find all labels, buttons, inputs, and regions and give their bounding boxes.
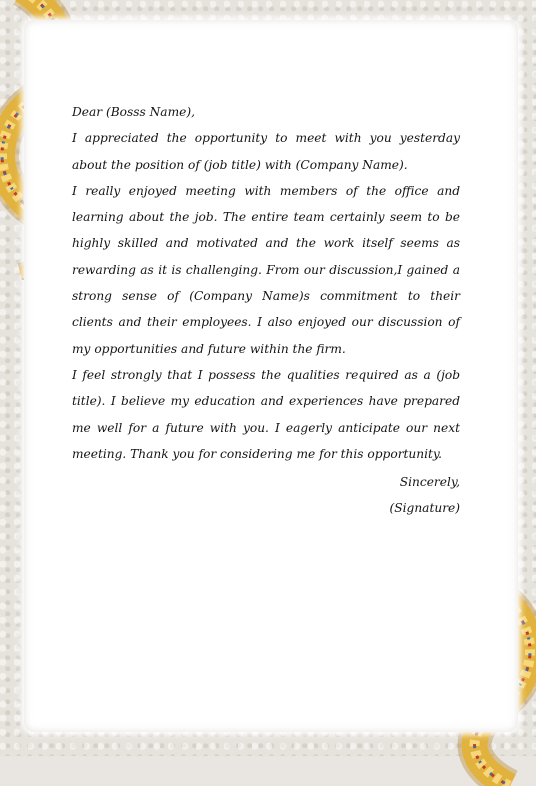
paragraph-3: I feel strongly that I possess the qualities required as a (job title). I believe my education and experiences have prepared me well for a future with you. I eagerly anticipate our next meeting. Thank you for considering me for this opportunity. — [72, 367, 460, 461]
signature: (Signature) — [389, 501, 460, 516]
paragraph-2: I really enjoyed meeting with members of the office and learning about the job. The entire team certainly seem to be highly skilled and motivated and the work itself seems as rewarding as it is challenging. From our discussion,I gained a strong sense of (Company Name)s commitment to their clients and their employees. I also enjoyed our discussion of my opportunities and future within the firm. — [72, 183, 460, 356]
letter-body — [72, 99, 460, 522]
paragraph-1: I appreciated the opportunity to meet with you yesterday about the position of (job title) with (Company Name). — [72, 131, 460, 172]
salutation: Dear (Bosss Name), — [72, 105, 195, 119]
closing: Sincerely, — [399, 475, 460, 490]
